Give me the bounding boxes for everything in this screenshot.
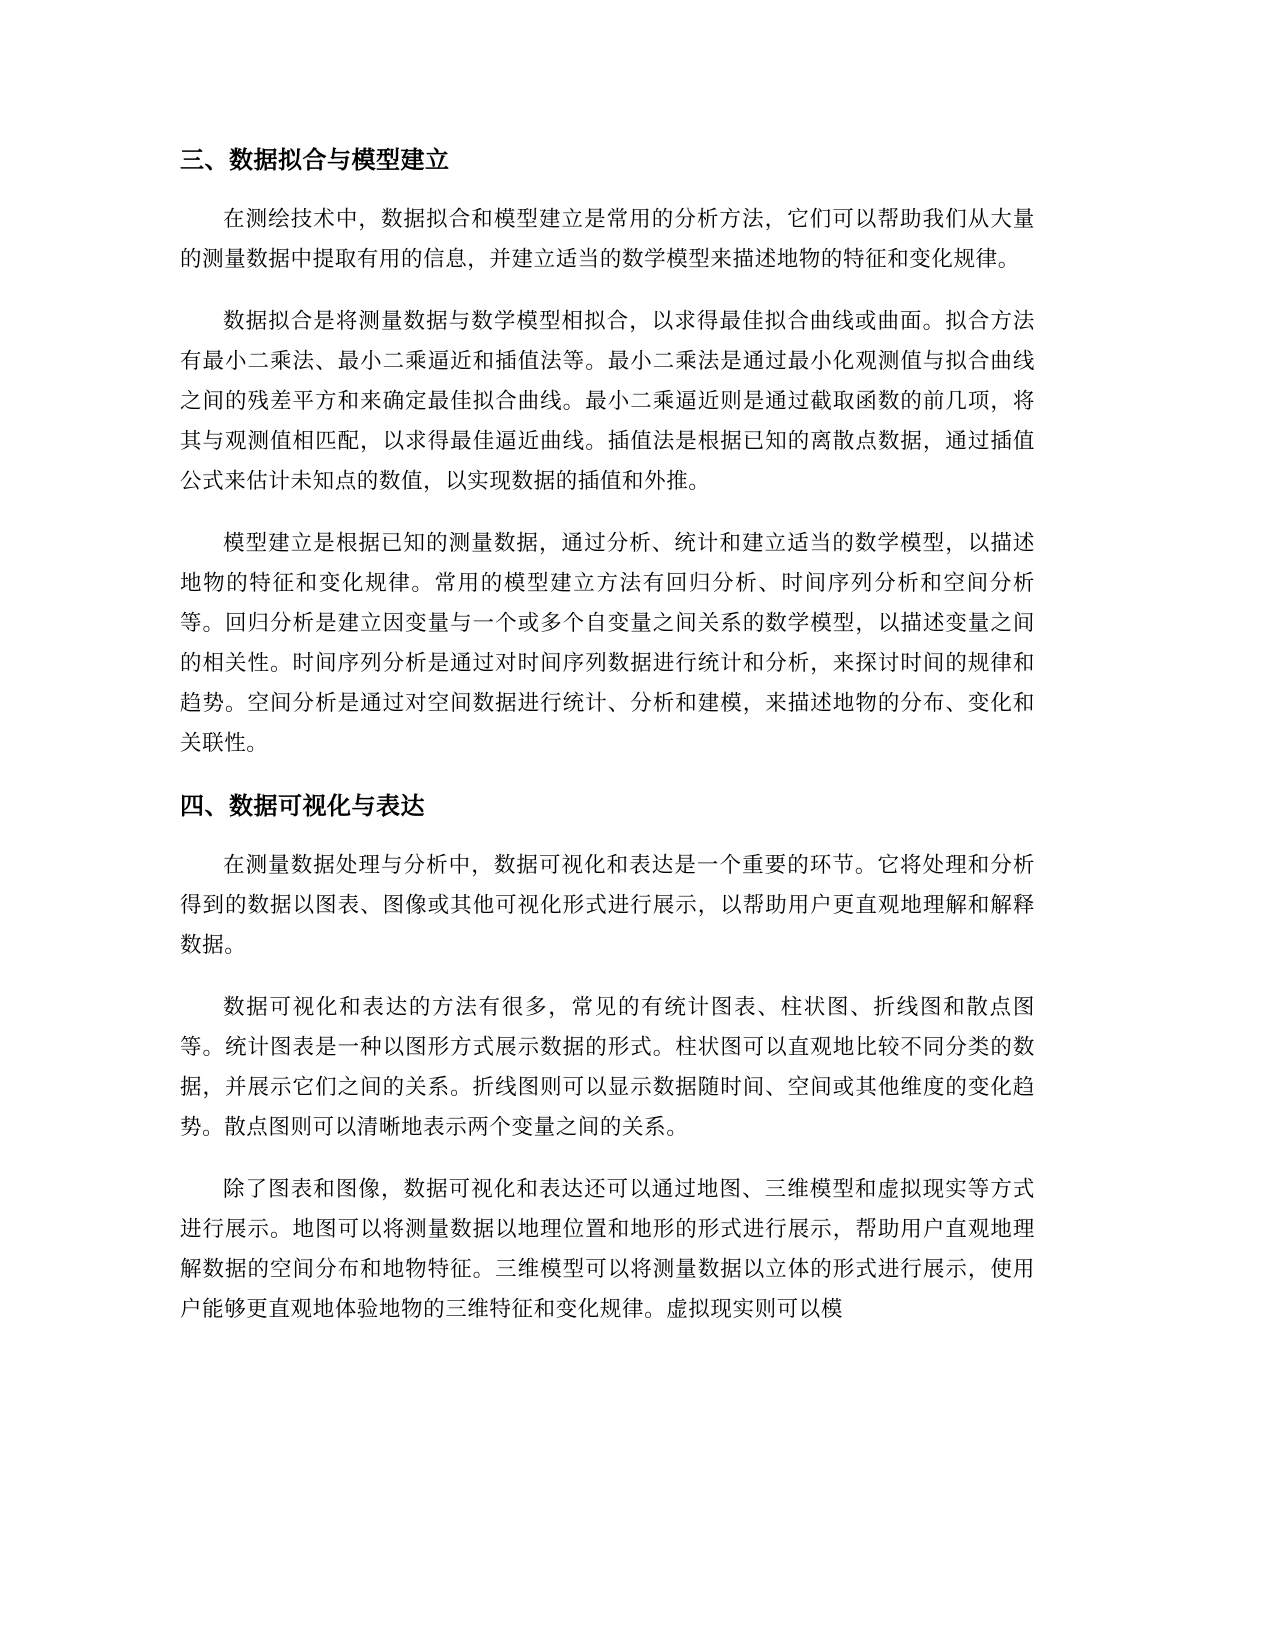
document-page (180, 132, 1035, 1330)
paragraph: 除了图表和图像，数据可视化和表达还可以通过地图、三维模型和虚拟现实等方式进行展示。地图可以将测量数据以地理位置和地形的形式进行展示，帮助用户直观地理解数据的空间分布和地物特征。三维模型可以将测量数据以立体的形式进行展示，使用户能够更直观地体验地物的三维特征和变化规律。虚拟现实则可以模 (180, 1177, 1035, 1322)
section-heading-4: 四、数据可视化与表达 (180, 792, 425, 820)
paragraph: 在测绘技术中，数据拟合和模型建立是常用的分析方法，它们可以帮助我们从大量的测量数据中提取有用的信息，并建立适当的数学模型来描述地物的特征和变化规律。 (180, 207, 1035, 272)
section-heading-3: 三、数据拟合与模型建立 (180, 146, 450, 174)
paragraph: 模型建立是根据已知的测量数据，通过分析、统计和建立适当的数学模型，以描述地物的特征和变化规律。常用的模型建立方法有回归分析、时间序列分析和空间分析等。回归分析是建立因变量与一个或多个自变量之间关系的数学模型，以描述变量之间的相关性。时间序列分析是通过对时间序列数据进行统计和分析，来探讨时间的规律和趋势。空间分析是通过对空间数据进行统计、分析和建模，来描述地物的分布、变化和关联性。 (180, 531, 1035, 756)
paragraph: 在测量数据处理与分析中，数据可视化和表达是一个重要的环节。它将处理和分析得到的数据以图表、图像或其他可视化形式进行展示，以帮助用户更直观地理解和解释数据。 (180, 853, 1035, 958)
paragraph: 数据拟合是将测量数据与数学模型相拟合，以求得最佳拟合曲线或曲面。拟合方法有最小二乘法、最小二乘逼近和插值法等。最小二乘法是通过最小化观测值与拟合曲线之间的残差平方和来确定最佳拟合曲线。最小二乘逼近则是通过截取函数的前几项，将其与观测值相匹配，以求得最佳逼近曲线。插值法是根据已知的离散点数据，通过插值公式来估计未知点的数值，以实现数据的插值和外推。 (180, 309, 1035, 494)
paragraph: 数据可视化和表达的方法有很多，常见的有统计图表、柱状图、折线图和散点图等。统计图表是一种以图形方式展示数据的形式。柱状图可以直观地比较不同分类的数据，并展示它们之间的关系。折线图则可以显示数据随时间、空间或其他维度的变化趋势。散点图则可以清晰地表示两个变量之间的关系。 (180, 995, 1035, 1140)
